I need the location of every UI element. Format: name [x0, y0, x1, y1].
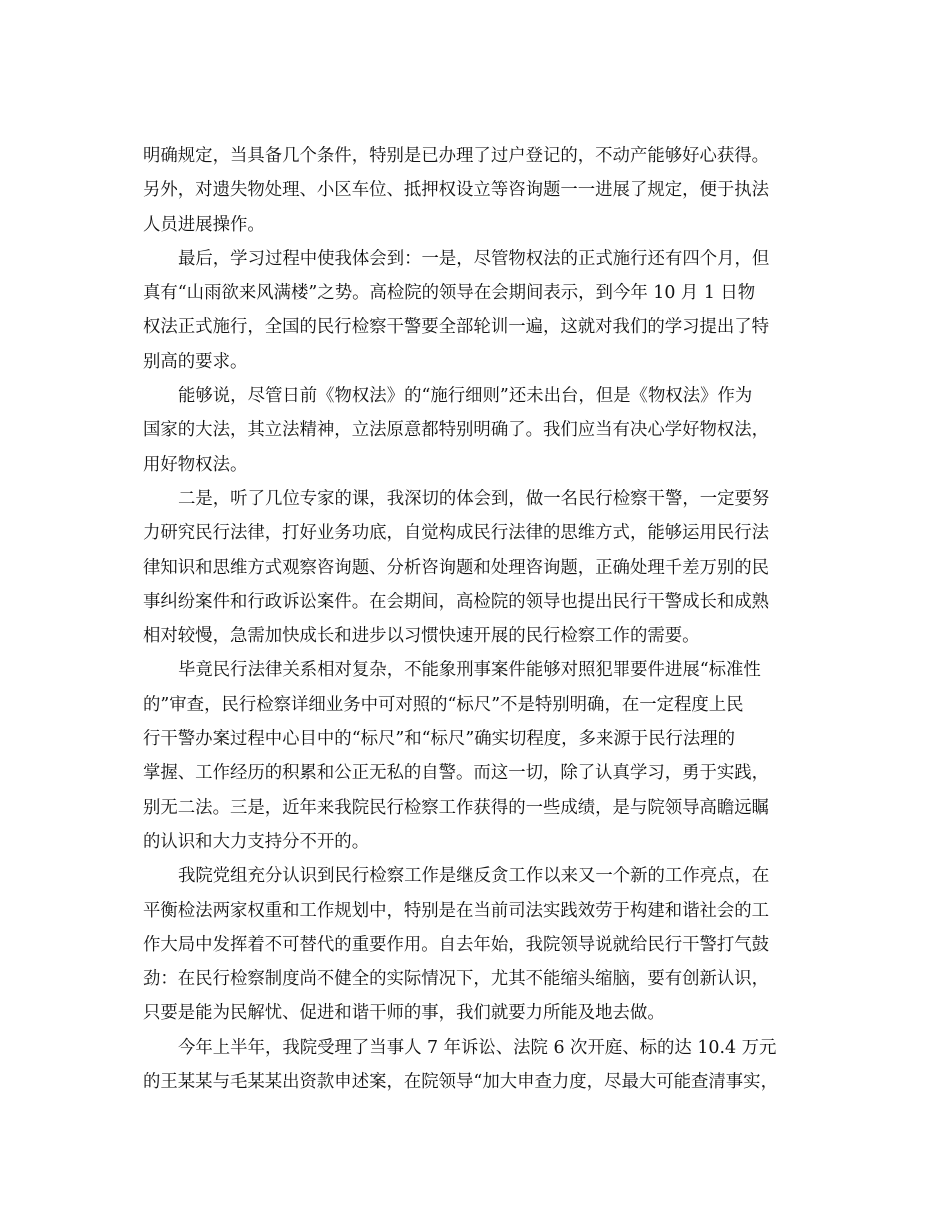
paragraph-line: 律知识和思维方式观察咨询题、分析咨询题和处理咨询题，正确处理千差万别的民	[143, 557, 770, 578]
paragraph-line: 相对较慢，急需加快成长和进步以习惯快速开展的民行检察工作的需要。	[143, 626, 700, 647]
paragraph-line: 人员进展操作。	[143, 214, 265, 235]
paragraph-first-line: 最后，学习过程中使我体会到：一是，尽管物权法的正式施行还有四个月，但	[178, 248, 770, 269]
paragraph-first-line: 今年上半年，我院受理了当事人 7 年诉讼、法院 6 次开庭、标的达 10.4 万元	[178, 1037, 777, 1058]
paragraph-line: 行干警办案过程中心目中的“标尺”和“标尺”确实切程度，多来源于民行法理的	[143, 729, 736, 750]
paragraph-line: 别高的要求。	[143, 351, 248, 372]
paragraph-first-line: 能够说，尽管日前《物权法》的“施行细则”还未出台，但是《物权法》作为	[178, 386, 753, 407]
document-body	[143, 139, 823, 1099]
paragraph-line: 的”审查，民行检察详细业务中可对照的“标尺”不是特别明确，在一定程度上民	[143, 694, 744, 715]
paragraph-first-line: 毕竟民行法律关系相对复杂，不能象刑事案件能够对照犯罪要件进展“标准性	[178, 660, 761, 681]
paragraph-line: 只要是能为民解忧、促进和谐干师的事，我们就要力所能及地去做。	[143, 1003, 665, 1024]
paragraph-line: 的王某某与毛某某出资款申述案，在院领导“加大申查力度，尽最大可能查清事实，	[143, 1072, 778, 1093]
paragraph-line: 另外，对遗失物处理、小区车位、抵押权设立等咨询题一一进展了规定，便于执法	[143, 180, 770, 201]
paragraph-line: 掌握、工作经历的积累和公正无私的自警。而这一切，除了认真学习，勇于实践，	[143, 763, 770, 784]
paragraph-first-line: 二是，听了几位专家的课，我深切的体会到，做一名民行检察干警，一定要努	[178, 488, 770, 509]
paragraph-line: 事纠纷案件和行政诉讼案件。在会期间，高检院的领导也提出民行干警成长和成熟	[143, 591, 770, 612]
paragraph-line: 力研究民行法律，打好业务功底，自觉构成民行法律的思维方式，能够运用民行法	[143, 523, 770, 544]
paragraph-line: 作大局中发挥着不可替代的重要作用。自去年始，我院领导说就给民行干警打气鼓	[143, 934, 770, 955]
paragraph-line: 别无二法。三是，近年来我院民行检察工作获得的一些成绩，是与院领导高瞻远瞩	[143, 797, 770, 818]
paragraph-first-line: 我院党组充分认识到民行检察工作是继反贪工作以来又一个新的工作亮点，在	[178, 866, 770, 887]
paragraph-line: 劲：在民行检察制度尚不健全的实际情况下，尤其不能缩头缩脑，要有创新认识，	[143, 969, 770, 990]
paragraph-line: 真有“山雨欲来风满楼”之势。高检院的领导在会期间表示，到今年 10 月 1 日物	[143, 283, 756, 304]
paragraph-line: 权法正式施行，全国的民行检察干警要全部轮训一遍，这就对我们的学习提出了特	[143, 317, 770, 338]
paragraph-line: 平衡检法两家权重和工作规划中，特别是在当前司法实践效劳于构建和谐社会的工	[143, 900, 770, 921]
paragraph-line: 的认识和大力支持分不开的。	[143, 831, 370, 852]
paragraph-line: 国家的大法，其立法精神，立法原意都特别明确了。我们应当有决心学好物权法，	[143, 420, 770, 441]
paragraph-line: 明确规定，当具备几个条件，特别是已办理了过户登记的，不动产能够好心获得。	[143, 146, 770, 166]
paragraph-line: 用好物权法。	[143, 454, 248, 475]
